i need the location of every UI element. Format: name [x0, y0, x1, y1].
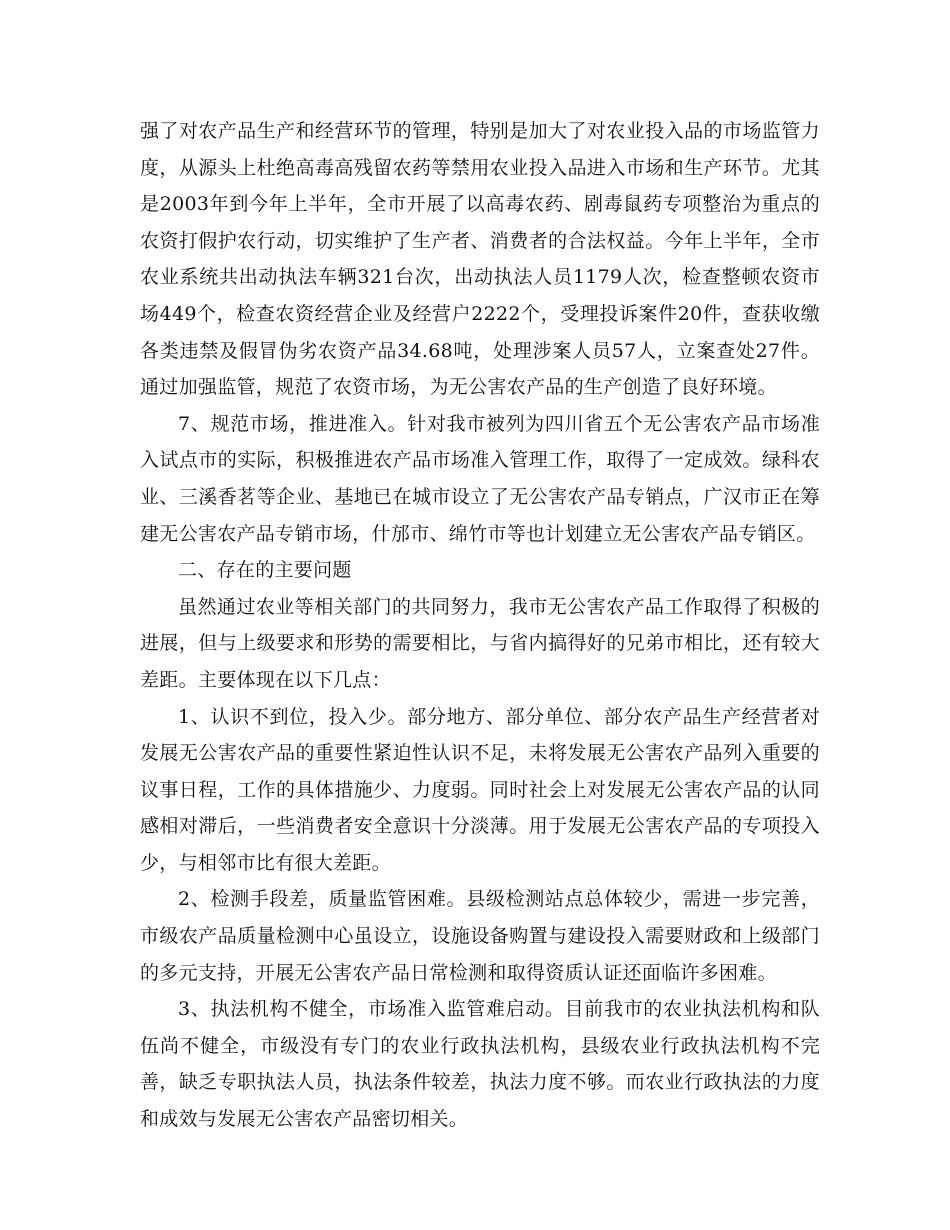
document-body	[140, 113, 820, 1138]
paragraph-problems-intro: 虽然通过农业等相关部门的共同努力，我市无公害农产品工作取得了积极的进展，但与上级要求和形势的需要相比，与省内搞得好的兄弟市相比，还有较大差距。主要体现在以下几点：	[140, 595, 820, 691]
paragraph-problem-awareness: 1、认识不到位，投入少。部分地方、部分单位、部分农产品生产经营者对发展无公害农产品的重要性紧迫性认识不足，未将发展无公害农产品列入重要的议事日程，工作的具体措施少、力度弱。同时社会上对发展无公害农产品的认同感相对滞后，一些消费者安全意识十分淡薄。用于发展无公害农产品的专项投入少，与相邻市比有很大差距。	[140, 705, 820, 874]
paragraph-market-access: 7、规范市场，推进准入。针对我市被列为四川省五个无公害农产品市场准入试点市的实际，积极推进农产品市场准入管理工作，取得了一定成效。绿科农业、三溪香茗等企业、基地已在城市设立了无公害农产品专销点，广汉市正在筹建无公害农产品专销市场，什邡市、绵竹市等也计划建立无公害农产品专销区。	[140, 412, 820, 545]
section-heading-main-problems: 二、存在的主要问题	[178, 559, 352, 582]
paragraph-problem-testing: 2、检测手段差，质量监管困难。县级检测站点总体较少，需进一步完善，市级农产品质量检测中心虽设立，设施设备购置与建设投入需要财政和上级部门的多元支持，开展无公害农产品日常检测和取得资质认证还面临许多困难。	[140, 888, 820, 984]
paragraph-supervision-results: 强了对农产品生产和经营环节的管理，特别是加大了对农业投入品的市场监管力度，从源头上杜绝高毒高残留农药等禁用农业投入品进入市场和生产环节。尤其是2003年到今年上半年，全市开展了以高毒农药、剧毒鼠药专项整治为重点的农资打假护农行动，切实维护了生产者、消费者的合法权益。今年上半年，全市农业系统共出动执法车辆321台次，出动执法人员1179人次，检查整顿农资市场449个，检查农资经营企业及经营户2222个，受理投诉案件20件，查获收缴各类违禁及假冒伪劣农资产品34.68吨，处理涉案人员57人，立案查处27件。通过加强监管，规范了农资市场，为无公害农产品的生产创造了良好环境。	[140, 120, 820, 399]
paragraph-problem-enforcement: 3、执法机构不健全，市场准入监管难启动。目前我市的农业执法机构和队伍尚不健全，市级没有专门的农业行政执法机构，县级农业行政执法机构不完善，缺乏专职执法人员，执法条件较差，执法力度不够。而农业行政执法的力度和成效与发展无公害农产品密切相关。	[140, 998, 820, 1131]
